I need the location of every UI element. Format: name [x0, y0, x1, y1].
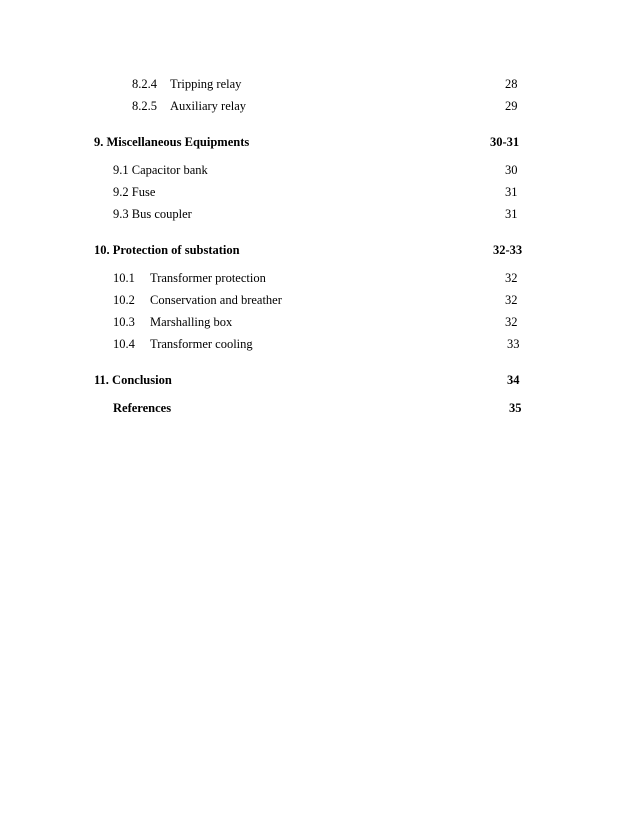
toc-page-8-2-4: 28	[505, 77, 518, 91]
toc-title-9-3: 9.3 Bus coupler	[113, 207, 192, 221]
toc-num-10-2: 10.2	[113, 293, 135, 307]
toc-title-8-2-4: Tripping relay	[170, 77, 242, 91]
toc-page-9-3: 31	[505, 207, 518, 221]
toc-num-8-2-5: 8.2.5	[132, 99, 157, 113]
toc-title-9-1: 9.1 Capacitor bank	[113, 163, 208, 177]
toc-title-10-3: Marshalling box	[150, 315, 233, 329]
toc-num-10-4: 10.4	[113, 337, 135, 351]
toc-num-10-1: 10.1	[113, 271, 135, 285]
toc-page-9-2: 31	[505, 185, 518, 199]
toc-page-10-3: 32	[505, 315, 518, 329]
toc-num-8-2-4: 8.2.4	[132, 77, 157, 91]
toc-title-9-2: 9.2 Fuse	[113, 185, 156, 199]
toc-page-9-1: 30	[505, 163, 518, 177]
toc-chapter-9-page: 30-31	[490, 135, 520, 149]
toc-title-10-4: Transformer cooling	[150, 337, 253, 351]
toc-num-10-3: 10.3	[113, 315, 135, 329]
toc-chapter-11-page: 34	[507, 373, 520, 387]
toc-references-title: References	[113, 401, 172, 415]
toc-page-10-4: 33	[507, 337, 520, 351]
toc-chapter-10-title: 10. Protection of substation	[94, 243, 240, 257]
toc-title-10-1: Transformer protection	[150, 271, 266, 285]
toc-page-10-1: 32	[505, 271, 518, 285]
toc-page-8-2-5: 29	[505, 99, 518, 113]
toc-chapter-9-title: 9. Miscellaneous Equipments	[94, 135, 250, 149]
toc-chapter-10-page: 32-33	[493, 243, 523, 257]
toc-references-page: 35	[509, 401, 522, 415]
toc-page-10-2: 32	[505, 293, 518, 307]
toc-title-10-2: Conservation and breather	[150, 293, 282, 307]
toc-title-8-2-5: Auxiliary relay	[170, 99, 247, 113]
toc-chapter-11-title: 11. Conclusion	[94, 373, 172, 387]
